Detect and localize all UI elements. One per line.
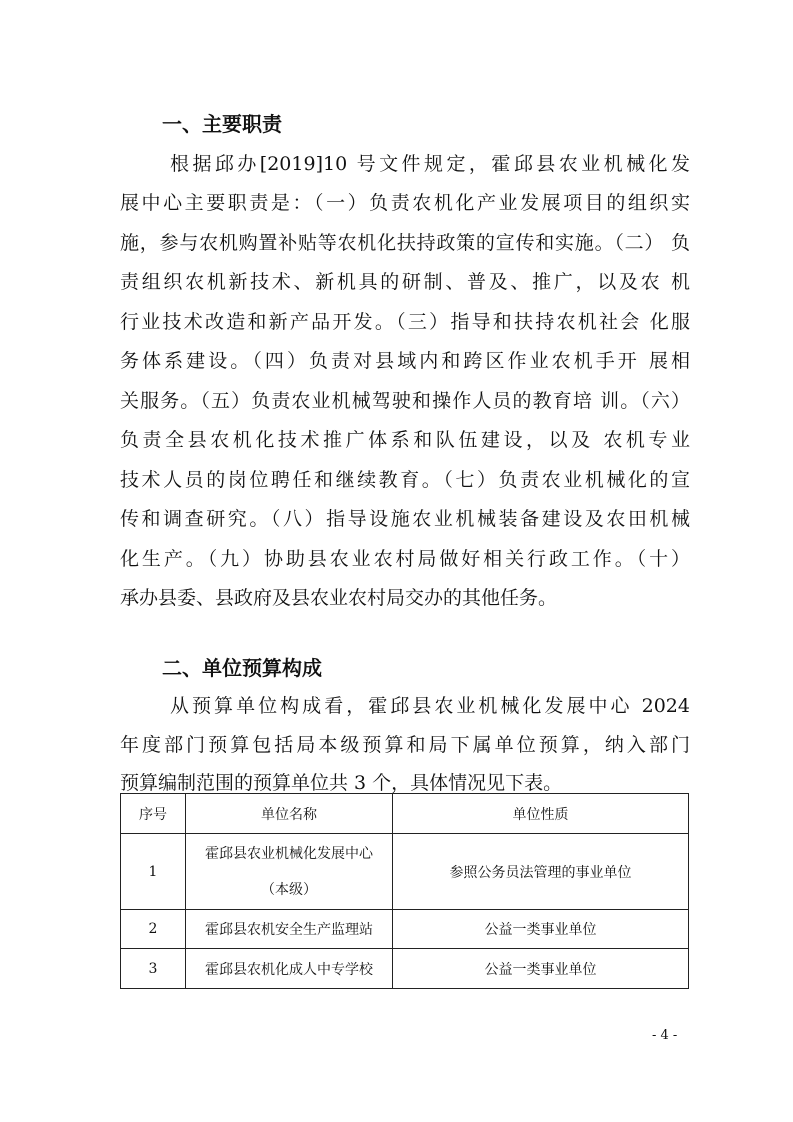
- cell-unit-name: [186, 834, 393, 910]
- paragraph-line: 年度部门预算包括局本级预算和局下属单位预算，纳入部门: [120, 734, 690, 756]
- page-number: - 4 -: [652, 1028, 678, 1043]
- paragraph-line: 关服务。（五）负责农业机械驾驶和操作人员的教育培 训。（六）: [120, 390, 690, 412]
- paragraph-line: 行业技术改造和新产品开发。（三）指导和扶持农机社会 化服: [120, 311, 690, 333]
- cell-unit-type: 公益一类事业单位: [393, 949, 689, 989]
- header-unit-name: 单位名称: [186, 794, 393, 834]
- paragraph-line: 化生产。（九）协助县农业农村局做好相关行政工作。（十）: [120, 548, 690, 570]
- paragraph-line: 承办县委、县政府及县农业农村局交办的其他任务。: [120, 587, 558, 609]
- cell-unit-name: 霍邱县农机安全生产监理站: [186, 910, 393, 949]
- paragraph-line: 责组织农机新技术、新机具的研制、普及、推广，以及农 机: [120, 271, 690, 293]
- header-unit-type: 单位性质: [393, 794, 689, 834]
- paragraph-line: 根据邱办[2019]10 号文件规定，霍邱县农业机械化发: [170, 153, 690, 175]
- table-header-row: [121, 794, 689, 834]
- paragraph-line: 传和调查研究。（八）指导设施农业机械装备建设及农田机械: [120, 508, 690, 530]
- section-heading-budget-units: 二、单位预算构成: [162, 656, 322, 680]
- paragraph-line: 技术人员的岗位聘任和继续教育。（七）负责农业机械化的宣: [120, 469, 690, 491]
- cell-unit-name: 霍邱县农机化成人中专学校: [186, 949, 393, 989]
- cell-unit-type: 公益一类事业单位: [393, 910, 689, 949]
- paragraph-line: 预算编制范围的预算单位共 3 个，具体情况见下表。: [120, 772, 563, 794]
- cell-no: 1: [121, 834, 186, 910]
- section-heading-main-duties: 一、主要职责: [162, 112, 282, 136]
- header-no: 序号: [121, 794, 186, 834]
- budget-units-table: [120, 793, 689, 989]
- paragraph-line: 从预算单位构成看，霍邱县农业机械化发展中心 2024: [170, 695, 690, 717]
- unit-name-line: 霍邱县农业机械化发展中心: [205, 845, 373, 862]
- cell-no: 2: [121, 910, 186, 949]
- table-row: [121, 910, 689, 949]
- cell-no: 3: [121, 949, 186, 989]
- paragraph-line: 展中心主要职责是：（一）负责农机化产业发展项目的组织实: [120, 192, 690, 214]
- paragraph-line: 负责全县农机化技术推广体系和队伍建设，以及 农机专业: [120, 429, 690, 451]
- table-row: [121, 949, 689, 989]
- unit-name-line: （本级）: [261, 881, 317, 898]
- cell-unit-type: 参照公务员法管理的事业单位: [393, 834, 689, 910]
- paragraph-line: 务体系建设。（四）负责对县域内和跨区作业农机手开 展相: [120, 350, 690, 372]
- table-row: [121, 834, 689, 910]
- paragraph-line: 施，参与农机购置补贴等农机化扶持政策的宣传和实施。（二） 负: [120, 232, 690, 254]
